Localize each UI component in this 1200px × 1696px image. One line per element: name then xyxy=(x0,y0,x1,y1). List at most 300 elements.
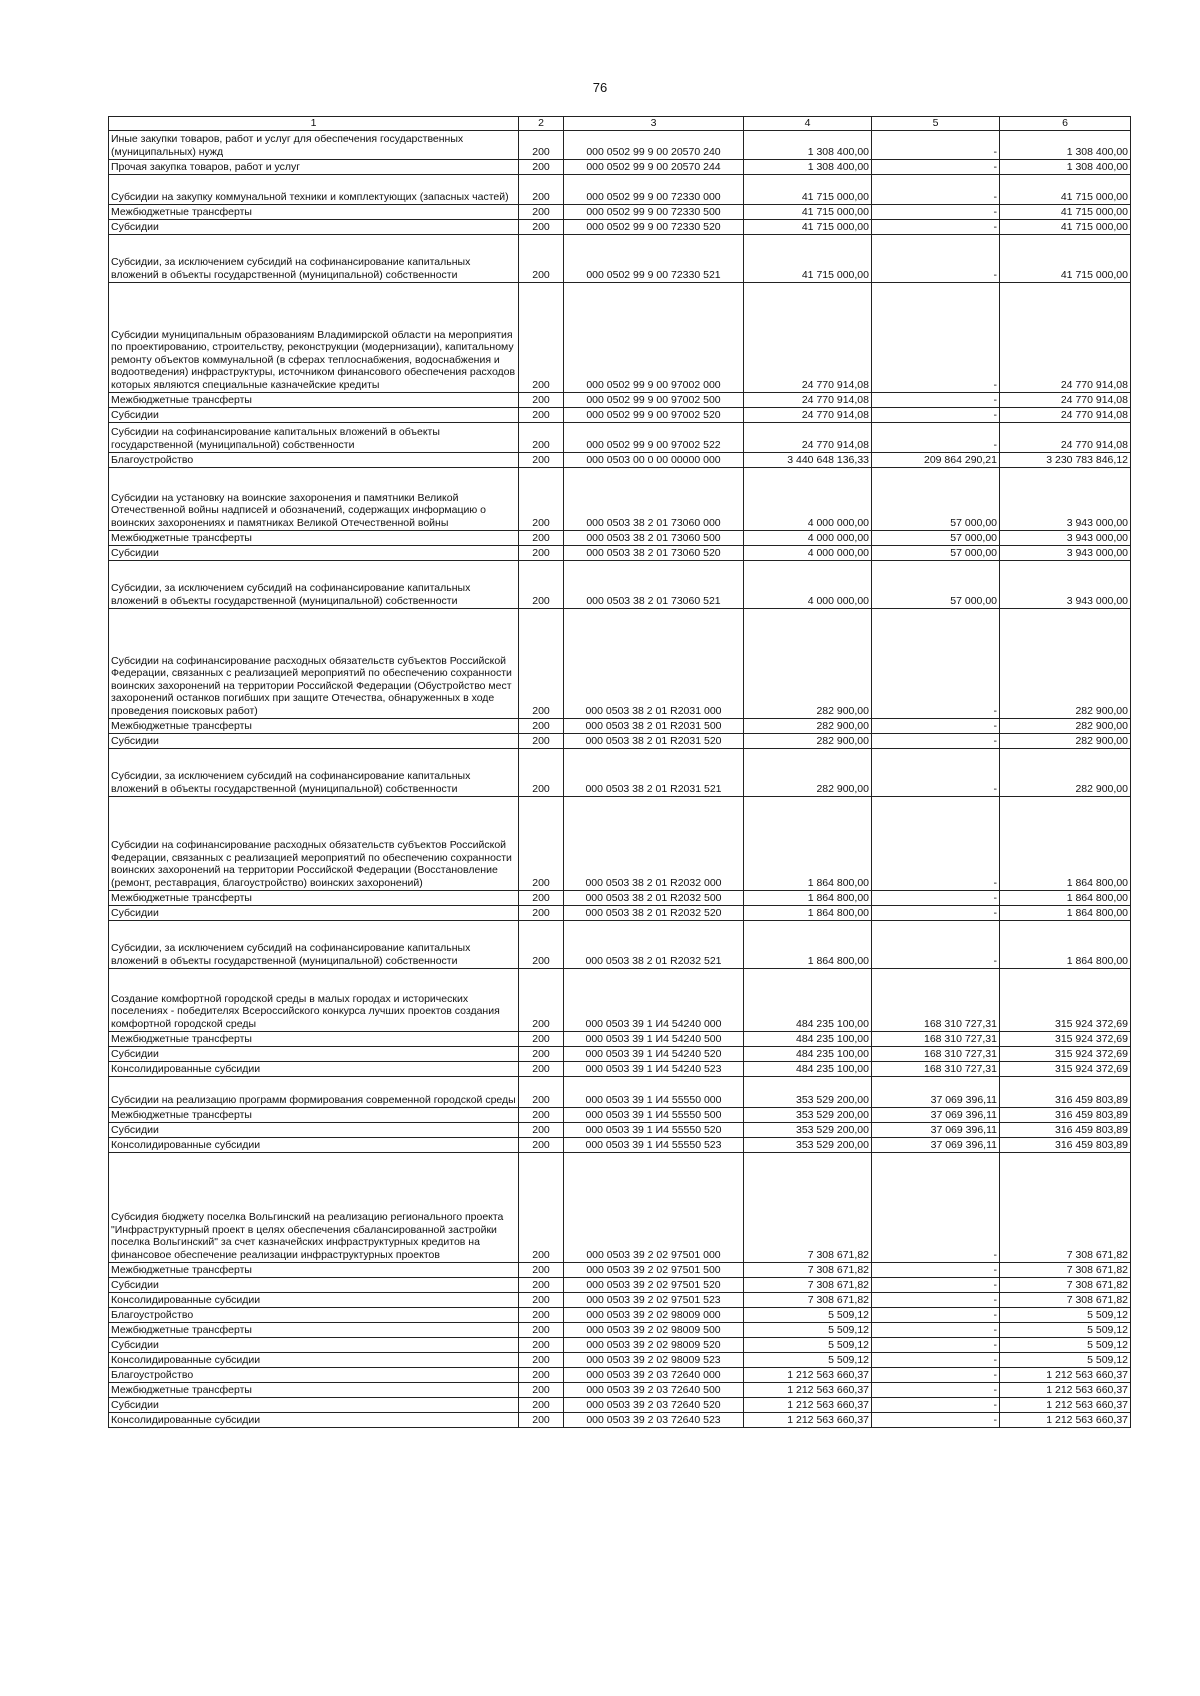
row-value-col4: 1 212 563 660,37 xyxy=(744,1382,872,1397)
row-value-col4: 1 864 800,00 xyxy=(744,920,872,968)
row-classification: 000 0503 38 2 01 73060 000 xyxy=(564,467,744,530)
row-value-col6: 41 715 000,00 xyxy=(1000,234,1131,282)
row-value-col5: - xyxy=(872,1307,1000,1322)
row-value-col4: 1 308 400,00 xyxy=(744,159,872,174)
column-header: 4 xyxy=(744,117,872,131)
table-row xyxy=(109,560,1131,608)
row-code: 200 xyxy=(519,1061,564,1076)
row-value-col5: 209 864 290,21 xyxy=(872,452,1000,467)
row-name: Субсидии на софинансирование расходных обязательств субъектов Российской Федерации, связанных с реализацией мероприятий по обеспечению сохранности воинских захоронений на территории Российской Федерации (Восстановление (ремонт, реставрация, благоустройство) воинских захоронений) xyxy=(109,796,519,890)
row-name: Субсидии муниципальным образованиям Владимирской области на мероприятия по проектированию, строительству, реконструкции (модернизации), капитальному ремонту объектов коммунальной (в сферах теплоснабжения, водоснабжения и водоотведения) инфраструктуры, источником финансового обеспечения расходов которых являются специальные казначейские кредиты xyxy=(109,282,519,392)
row-name: Межбюджетные трансферты xyxy=(109,1382,519,1397)
row-value-col4: 282 900,00 xyxy=(744,748,872,796)
row-value-col6: 1 864 800,00 xyxy=(1000,890,1131,905)
row-code: 200 xyxy=(519,204,564,219)
row-value-col4: 7 308 671,82 xyxy=(744,1152,872,1262)
row-code: 200 xyxy=(519,733,564,748)
row-value-col4: 353 529 200,00 xyxy=(744,1122,872,1137)
row-value-col6: 282 900,00 xyxy=(1000,718,1131,733)
table-row xyxy=(109,530,1131,545)
row-code: 200 xyxy=(519,1262,564,1277)
row-value-col4: 484 235 100,00 xyxy=(744,968,872,1031)
row-code: 200 xyxy=(519,467,564,530)
row-code: 200 xyxy=(519,1076,564,1107)
row-value-col5: - xyxy=(872,733,1000,748)
table-row xyxy=(109,1076,1131,1107)
table-row xyxy=(109,905,1131,920)
row-classification: 000 0503 38 2 01 R2032 521 xyxy=(564,920,744,968)
table-row xyxy=(109,159,1131,174)
row-value-col5: - xyxy=(872,748,1000,796)
row-code: 200 xyxy=(519,1382,564,1397)
row-value-col5: 57 000,00 xyxy=(872,467,1000,530)
row-value-col5: 57 000,00 xyxy=(872,560,1000,608)
row-code: 200 xyxy=(519,1292,564,1307)
row-value-col6: 3 943 000,00 xyxy=(1000,530,1131,545)
table-row xyxy=(109,1412,1131,1427)
row-code: 200 xyxy=(519,219,564,234)
row-name: Субсидии xyxy=(109,1397,519,1412)
row-classification: 000 0502 99 9 00 72330 000 xyxy=(564,174,744,204)
row-name: Межбюджетные трансферты xyxy=(109,1107,519,1122)
row-value-col4: 4 000 000,00 xyxy=(744,530,872,545)
row-value-col5: - xyxy=(872,718,1000,733)
row-value-col4: 7 308 671,82 xyxy=(744,1262,872,1277)
row-name: Прочая закупка товаров, работ и услуг xyxy=(109,159,519,174)
row-value-col5: 168 310 727,31 xyxy=(872,1031,1000,1046)
table-row xyxy=(109,718,1131,733)
row-value-col6: 315 924 372,69 xyxy=(1000,1031,1131,1046)
row-value-col4: 484 235 100,00 xyxy=(744,1046,872,1061)
row-value-col4: 7 308 671,82 xyxy=(744,1277,872,1292)
row-classification: 000 0502 99 9 00 97002 500 xyxy=(564,392,744,407)
row-name: Межбюджетные трансферты xyxy=(109,204,519,219)
row-value-col4: 353 529 200,00 xyxy=(744,1076,872,1107)
row-value-col5: 168 310 727,31 xyxy=(872,1061,1000,1076)
row-name: Субсидии xyxy=(109,545,519,560)
row-code: 200 xyxy=(519,796,564,890)
table-row xyxy=(109,174,1131,204)
row-value-col5: - xyxy=(872,159,1000,174)
row-value-col6: 24 770 914,08 xyxy=(1000,422,1131,452)
table-row xyxy=(109,733,1131,748)
row-code: 200 xyxy=(519,1277,564,1292)
row-code: 200 xyxy=(519,718,564,733)
row-name: Субсидии на закупку коммунальной техники и комплектующих (запасных частей) xyxy=(109,174,519,204)
row-name: Межбюджетные трансферты xyxy=(109,1322,519,1337)
table-row xyxy=(109,1397,1131,1412)
row-code: 200 xyxy=(519,905,564,920)
column-header: 2 xyxy=(519,117,564,131)
row-value-col6: 3 943 000,00 xyxy=(1000,467,1131,530)
table-row xyxy=(109,282,1131,392)
budget-table xyxy=(108,116,1131,1428)
row-name: Консолидированные субсидии xyxy=(109,1352,519,1367)
row-classification: 000 0502 99 9 00 20570 244 xyxy=(564,159,744,174)
row-value-col6: 1 308 400,00 xyxy=(1000,159,1131,174)
table-row xyxy=(109,1046,1131,1061)
row-value-col4: 7 308 671,82 xyxy=(744,1292,872,1307)
row-value-col6: 41 715 000,00 xyxy=(1000,219,1131,234)
row-name: Субсидии xyxy=(109,1337,519,1352)
row-value-col5: - xyxy=(872,282,1000,392)
row-value-col5: - xyxy=(872,1152,1000,1262)
row-classification: 000 0503 39 2 03 72640 523 xyxy=(564,1412,744,1427)
row-value-col4: 353 529 200,00 xyxy=(744,1137,872,1152)
row-value-col4: 4 000 000,00 xyxy=(744,560,872,608)
row-value-col5: 37 069 396,11 xyxy=(872,1137,1000,1152)
table-row xyxy=(109,467,1131,530)
row-classification: 000 0503 38 2 01 73060 500 xyxy=(564,530,744,545)
row-classification: 000 0503 39 1 И4 54240 520 xyxy=(564,1046,744,1061)
row-value-col5: - xyxy=(872,1277,1000,1292)
row-code: 200 xyxy=(519,545,564,560)
row-value-col4: 484 235 100,00 xyxy=(744,1061,872,1076)
row-name: Субсидии, за исключением субсидий на софинансирование капитальных вложений в объекты государственной (муниципальной) собственности xyxy=(109,748,519,796)
row-value-col6: 1 212 563 660,37 xyxy=(1000,1367,1131,1382)
row-classification: 000 0502 99 9 00 72330 521 xyxy=(564,234,744,282)
row-value-col5: - xyxy=(872,1352,1000,1367)
row-classification: 000 0503 39 1 И4 54240 523 xyxy=(564,1061,744,1076)
row-value-col4: 484 235 100,00 xyxy=(744,1031,872,1046)
row-classification: 000 0503 39 2 02 97501 500 xyxy=(564,1262,744,1277)
row-value-col6: 315 924 372,69 xyxy=(1000,1061,1131,1076)
row-code: 200 xyxy=(519,530,564,545)
row-code: 200 xyxy=(519,1307,564,1322)
row-classification: 000 0502 99 9 00 20570 240 xyxy=(564,130,744,159)
row-value-col5: - xyxy=(872,905,1000,920)
row-value-col6: 1 864 800,00 xyxy=(1000,796,1131,890)
row-classification: 000 0502 99 9 00 97002 000 xyxy=(564,282,744,392)
row-value-col4: 41 715 000,00 xyxy=(744,219,872,234)
row-value-col5: 57 000,00 xyxy=(872,530,1000,545)
row-name: Субсидии xyxy=(109,905,519,920)
row-name: Межбюджетные трансферты xyxy=(109,530,519,545)
row-classification: 000 0503 38 2 01 R2031 000 xyxy=(564,608,744,718)
row-code: 200 xyxy=(519,392,564,407)
row-value-col6: 24 770 914,08 xyxy=(1000,407,1131,422)
row-classification: 000 0503 39 2 02 97501 000 xyxy=(564,1152,744,1262)
table-row xyxy=(109,1352,1131,1367)
row-classification: 000 0503 39 2 03 72640 520 xyxy=(564,1397,744,1412)
row-name: Субсидии на софинансирование расходных обязательств субъектов Российской Федерации, связанных с реализацией мероприятий по обеспечению сохранности воинских захоронений на территории Российской Федерации (Обустройство мест захоронений останков погибших при защите Отечества, обнаруженных в ходе проведения поисковых работ) xyxy=(109,608,519,718)
row-value-col4: 282 900,00 xyxy=(744,608,872,718)
row-code: 200 xyxy=(519,174,564,204)
row-value-col5: - xyxy=(872,1412,1000,1427)
row-code: 200 xyxy=(519,890,564,905)
row-classification: 000 0503 38 2 01 R2032 500 xyxy=(564,890,744,905)
row-value-col6: 24 770 914,08 xyxy=(1000,392,1131,407)
row-value-col5: 37 069 396,11 xyxy=(872,1107,1000,1122)
row-name: Субсидии xyxy=(109,1046,519,1061)
table-row xyxy=(109,1307,1131,1322)
row-value-col5: 168 310 727,31 xyxy=(872,1046,1000,1061)
row-value-col5: - xyxy=(872,1262,1000,1277)
table-row xyxy=(109,890,1131,905)
row-name: Консолидированные субсидии xyxy=(109,1061,519,1076)
row-code: 200 xyxy=(519,608,564,718)
row-value-col6: 1 212 563 660,37 xyxy=(1000,1412,1131,1427)
table-row xyxy=(109,407,1131,422)
row-classification: 000 0502 99 9 00 97002 522 xyxy=(564,422,744,452)
row-classification: 000 0503 38 2 01 73060 521 xyxy=(564,560,744,608)
table-row xyxy=(109,1137,1131,1152)
row-value-col5: - xyxy=(872,796,1000,890)
table-row xyxy=(109,1277,1131,1292)
row-value-col5: - xyxy=(872,1337,1000,1352)
row-value-col6: 3 943 000,00 xyxy=(1000,560,1131,608)
row-code: 200 xyxy=(519,282,564,392)
row-classification: 000 0503 00 0 00 00000 000 xyxy=(564,452,744,467)
table-row xyxy=(109,1122,1131,1137)
row-value-col6: 1 212 563 660,37 xyxy=(1000,1397,1131,1412)
row-name: Благоустройство xyxy=(109,1307,519,1322)
table-row xyxy=(109,1107,1131,1122)
row-value-col5: - xyxy=(872,608,1000,718)
row-value-col5: - xyxy=(872,1367,1000,1382)
row-code: 200 xyxy=(519,1031,564,1046)
row-name: Субсидии xyxy=(109,1122,519,1137)
row-classification: 000 0503 39 2 03 72640 000 xyxy=(564,1367,744,1382)
row-value-col5: - xyxy=(872,130,1000,159)
row-value-col4: 1 864 800,00 xyxy=(744,796,872,890)
row-value-col4: 3 440 648 136,33 xyxy=(744,452,872,467)
row-value-col6: 315 924 372,69 xyxy=(1000,968,1131,1031)
row-name: Субсидии на реализацию программ формирования современной городской среды xyxy=(109,1076,519,1107)
row-name: Субсидия бюджету поселка Вольгинский на реализацию регионального проекта "Инфраструктурный проект в целях обеспечения сбалансированной застройки поселка Вольгинский" за счет казначейских инфраструктурных кредитов на финансовое обеспечение реализации инфраструктурных проектов xyxy=(109,1152,519,1262)
row-classification: 000 0503 39 1 И4 55550 000 xyxy=(564,1076,744,1107)
row-name: Субсидии, за исключением субсидий на софинансирование капитальных вложений в объекты государственной (муниципальной) собственности xyxy=(109,234,519,282)
row-value-col5: - xyxy=(872,1292,1000,1307)
row-name: Субсидии на софинансирование капитальных вложений в объекты государственной (муниципальной) собственности xyxy=(109,422,519,452)
row-value-col5: - xyxy=(872,1322,1000,1337)
row-value-col4: 41 715 000,00 xyxy=(744,174,872,204)
row-value-col4: 4 000 000,00 xyxy=(744,545,872,560)
row-name: Благоустройство xyxy=(109,452,519,467)
row-value-col5: - xyxy=(872,174,1000,204)
table-body xyxy=(109,130,1131,1427)
page-number: 76 xyxy=(592,80,608,95)
row-classification: 000 0503 39 2 02 98009 523 xyxy=(564,1352,744,1367)
table-row xyxy=(109,1061,1131,1076)
row-value-col4: 24 770 914,08 xyxy=(744,282,872,392)
row-classification: 000 0503 39 2 03 72640 500 xyxy=(564,1382,744,1397)
row-value-col6: 7 308 671,82 xyxy=(1000,1277,1131,1292)
row-classification: 000 0503 39 1 И4 55550 523 xyxy=(564,1137,744,1152)
row-value-col4: 24 770 914,08 xyxy=(744,392,872,407)
row-value-col4: 282 900,00 xyxy=(744,718,872,733)
row-value-col4: 5 509,12 xyxy=(744,1352,872,1367)
row-value-col6: 5 509,12 xyxy=(1000,1307,1131,1322)
row-code: 200 xyxy=(519,1397,564,1412)
row-value-col4: 1 308 400,00 xyxy=(744,130,872,159)
row-value-col5: - xyxy=(872,392,1000,407)
row-value-col6: 5 509,12 xyxy=(1000,1337,1131,1352)
row-value-col5: - xyxy=(872,1397,1000,1412)
row-value-col6: 3 230 783 846,12 xyxy=(1000,452,1131,467)
row-value-col6: 1 308 400,00 xyxy=(1000,130,1131,159)
row-value-col5: - xyxy=(872,234,1000,282)
row-code: 200 xyxy=(519,1412,564,1427)
table-row xyxy=(109,608,1131,718)
header-row xyxy=(109,117,1131,131)
table-row xyxy=(109,452,1131,467)
row-code: 200 xyxy=(519,1152,564,1262)
row-name: Иные закупки товаров, работ и услуг для обеспечения государственных (муниципальных) нужд xyxy=(109,130,519,159)
row-value-col4: 24 770 914,08 xyxy=(744,407,872,422)
table-row xyxy=(109,968,1131,1031)
row-value-col4: 24 770 914,08 xyxy=(744,422,872,452)
row-value-col6: 282 900,00 xyxy=(1000,748,1131,796)
row-value-col6: 41 715 000,00 xyxy=(1000,174,1131,204)
row-code: 200 xyxy=(519,920,564,968)
row-value-col4: 1 212 563 660,37 xyxy=(744,1412,872,1427)
row-code: 200 xyxy=(519,1352,564,1367)
table-row xyxy=(109,1367,1131,1382)
column-header: 6 xyxy=(1000,117,1131,131)
row-code: 200 xyxy=(519,1122,564,1137)
row-classification: 000 0503 39 2 02 98009 500 xyxy=(564,1322,744,1337)
row-value-col5: - xyxy=(872,1382,1000,1397)
row-name: Субсидии xyxy=(109,1277,519,1292)
table-row xyxy=(109,392,1131,407)
row-classification: 000 0502 99 9 00 72330 520 xyxy=(564,219,744,234)
table-row xyxy=(109,1152,1131,1262)
row-name: Субсидии на установку на воинские захоронения и памятники Великой Отечественной войны надписей и обозначений, содержащих информацию о воинских захоронениях и памятниках Великой Отечественной войны xyxy=(109,467,519,530)
row-classification: 000 0503 39 1 И4 54240 500 xyxy=(564,1031,744,1046)
row-classification: 000 0502 99 9 00 72330 500 xyxy=(564,204,744,219)
row-code: 200 xyxy=(519,1322,564,1337)
table-row xyxy=(109,219,1131,234)
row-value-col4: 282 900,00 xyxy=(744,733,872,748)
row-value-col4: 1 212 563 660,37 xyxy=(744,1367,872,1382)
row-value-col6: 7 308 671,82 xyxy=(1000,1292,1131,1307)
row-value-col6: 5 509,12 xyxy=(1000,1352,1131,1367)
row-code: 200 xyxy=(519,130,564,159)
row-value-col5: - xyxy=(872,422,1000,452)
row-classification: 000 0503 38 2 01 73060 520 xyxy=(564,545,744,560)
table-row xyxy=(109,1382,1131,1397)
row-value-col4: 5 509,12 xyxy=(744,1337,872,1352)
row-value-col5: - xyxy=(872,407,1000,422)
row-value-col6: 316 459 803,89 xyxy=(1000,1137,1131,1152)
row-name: Субсидии, за исключением субсидий на софинансирование капитальных вложений в объекты государственной (муниципальной) собственности xyxy=(109,920,519,968)
row-code: 200 xyxy=(519,1107,564,1122)
row-classification: 000 0503 38 2 01 R2031 500 xyxy=(564,718,744,733)
row-classification: 000 0503 39 2 02 97501 520 xyxy=(564,1277,744,1292)
row-classification: 000 0503 38 2 01 R2032 000 xyxy=(564,796,744,890)
table-row xyxy=(109,1337,1131,1352)
row-value-col4: 1 864 800,00 xyxy=(744,905,872,920)
row-value-col5: 168 310 727,31 xyxy=(872,968,1000,1031)
table-row xyxy=(109,920,1131,968)
row-name: Межбюджетные трансферты xyxy=(109,890,519,905)
row-value-col6: 41 715 000,00 xyxy=(1000,204,1131,219)
row-value-col6: 1 212 563 660,37 xyxy=(1000,1382,1131,1397)
row-value-col4: 4 000 000,00 xyxy=(744,467,872,530)
row-classification: 000 0502 99 9 00 97002 520 xyxy=(564,407,744,422)
table-row xyxy=(109,1322,1131,1337)
table-row xyxy=(109,1262,1131,1277)
table-row xyxy=(109,234,1131,282)
row-value-col4: 41 715 000,00 xyxy=(744,204,872,219)
row-classification: 000 0503 38 2 01 R2031 520 xyxy=(564,733,744,748)
row-name: Межбюджетные трансферты xyxy=(109,718,519,733)
table-row xyxy=(109,204,1131,219)
row-classification: 000 0503 39 2 02 98009 520 xyxy=(564,1337,744,1352)
row-value-col4: 353 529 200,00 xyxy=(744,1107,872,1122)
row-value-col6: 1 864 800,00 xyxy=(1000,905,1131,920)
row-value-col5: - xyxy=(872,920,1000,968)
row-code: 200 xyxy=(519,748,564,796)
row-value-col5: 57 000,00 xyxy=(872,545,1000,560)
row-value-col6: 7 308 671,82 xyxy=(1000,1152,1131,1262)
row-classification: 000 0503 38 2 01 R2031 521 xyxy=(564,748,744,796)
row-name: Консолидированные субсидии xyxy=(109,1292,519,1307)
row-code: 200 xyxy=(519,560,564,608)
row-value-col5: 37 069 396,11 xyxy=(872,1122,1000,1137)
row-code: 200 xyxy=(519,422,564,452)
row-code: 200 xyxy=(519,452,564,467)
row-name: Создание комфортной городской среды в малых городах и исторических поселениях - победителях Всероссийского конкурса лучших проектов создания комфортной городской среды xyxy=(109,968,519,1031)
row-code: 200 xyxy=(519,1337,564,1352)
row-value-col4: 5 509,12 xyxy=(744,1322,872,1337)
row-code: 200 xyxy=(519,968,564,1031)
row-name: Консолидированные субсидии xyxy=(109,1137,519,1152)
row-classification: 000 0503 39 2 02 98009 000 xyxy=(564,1307,744,1322)
row-value-col6: 282 900,00 xyxy=(1000,733,1131,748)
row-value-col4: 1 864 800,00 xyxy=(744,890,872,905)
row-value-col5: 37 069 396,11 xyxy=(872,1076,1000,1107)
row-name: Субсидии, за исключением субсидий на софинансирование капитальных вложений в объекты государственной (муниципальной) собственности xyxy=(109,560,519,608)
row-value-col6: 5 509,12 xyxy=(1000,1322,1131,1337)
row-code: 200 xyxy=(519,1137,564,1152)
row-name: Консолидированные субсидии xyxy=(109,1412,519,1427)
row-classification: 000 0503 39 1 И4 55550 520 xyxy=(564,1122,744,1137)
row-value-col6: 24 770 914,08 xyxy=(1000,282,1131,392)
row-value-col5: - xyxy=(872,890,1000,905)
row-value-col5: - xyxy=(872,219,1000,234)
row-classification: 000 0503 39 1 И4 55550 500 xyxy=(564,1107,744,1122)
row-name: Субсидии xyxy=(109,219,519,234)
row-code: 200 xyxy=(519,234,564,282)
row-value-col6: 316 459 803,89 xyxy=(1000,1122,1131,1137)
column-header: 1 xyxy=(109,117,519,131)
row-code: 200 xyxy=(519,1046,564,1061)
column-header: 3 xyxy=(564,117,744,131)
table-row xyxy=(109,130,1131,159)
table-row xyxy=(109,422,1131,452)
row-classification: 000 0503 38 2 01 R2032 520 xyxy=(564,905,744,920)
table-row xyxy=(109,796,1131,890)
row-code: 200 xyxy=(519,1367,564,1382)
row-value-col6: 7 308 671,82 xyxy=(1000,1262,1131,1277)
row-name: Субсидии xyxy=(109,407,519,422)
row-value-col6: 316 459 803,89 xyxy=(1000,1076,1131,1107)
row-value-col6: 1 864 800,00 xyxy=(1000,920,1131,968)
table-row xyxy=(109,748,1131,796)
row-name: Межбюджетные трансферты xyxy=(109,1031,519,1046)
table-row xyxy=(109,1292,1131,1307)
row-value-col6: 316 459 803,89 xyxy=(1000,1107,1131,1122)
row-value-col6: 315 924 372,69 xyxy=(1000,1046,1131,1061)
table-row xyxy=(109,545,1131,560)
row-classification: 000 0503 39 1 И4 54240 000 xyxy=(564,968,744,1031)
row-value-col4: 5 509,12 xyxy=(744,1307,872,1322)
row-name: Субсидии xyxy=(109,733,519,748)
row-code: 200 xyxy=(519,407,564,422)
row-name: Межбюджетные трансферты xyxy=(109,392,519,407)
